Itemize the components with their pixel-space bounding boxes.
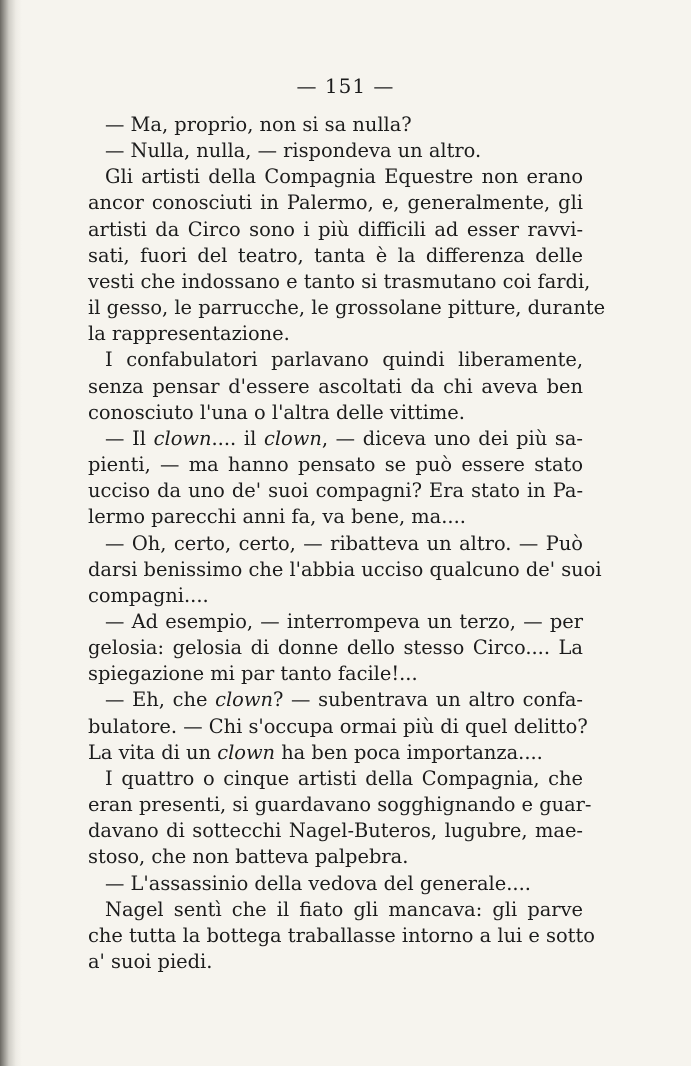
text-line: I quattro o cinque artisti della Compagnia, che (105, 766, 583, 790)
text-line: a' suoi piedi. (88, 950, 213, 973)
italic-word: clown (217, 740, 276, 764)
text-line: eran presenti, si guardavano sogghignando e guar- (88, 793, 592, 817)
text-line: Gli artisti della Compagnia Equestre non erano (105, 165, 583, 189)
body-text (88, 112, 606, 975)
text-line: conosciuto l'una o l'altra delle vittime. (88, 400, 465, 424)
italic-word: clown (215, 688, 273, 712)
text-line: artisti da Circo sono i più difficili ad esser ravvi- (88, 217, 583, 241)
text-line: darsi benissimo che l'abbia ucciso qualcuno de' suoi (88, 557, 602, 581)
text-line: compagni.... (88, 583, 209, 607)
text-line: che tutta la bottega traballasse intorno a lui e sotto (88, 923, 595, 947)
text-line: — Nulla, nulla, — rispondeva un altro. (105, 139, 482, 163)
text-line: lermo parecchi anni fa, va bene, ma.... (88, 505, 466, 529)
text-line: I confabulatori parlavano quindi liberamente, (105, 348, 583, 372)
text-line: — Ad esempio, — interrompeva un terzo, — per (105, 609, 583, 633)
text-line: ucciso da uno de' suoi compagni? Era stato in Pa- (88, 479, 583, 503)
text-line: sati, fuori del teatro, tanta è la differenza delle (88, 243, 583, 267)
text-line: gelosia: gelosia di donne dello stesso Circo.... La (88, 636, 583, 660)
text-line: — L'assassinio della vedova del generale.... (105, 871, 531, 895)
text-line: bulatore. — Chi s'occupa ormai più di quel delitto? (88, 714, 588, 738)
text-line: il gesso, le parrucche, le grossolane pitture, durante (88, 296, 606, 320)
text-line: — Eh, che clown? — subentrava un altro confa- (105, 688, 583, 712)
text-line: la rappresentazione. (88, 322, 290, 346)
text-line: vesti che indossano e tanto si trasmutano coi fardi, (88, 269, 591, 293)
text-line: — Ma, proprio, non si sa nulla? (105, 113, 412, 136)
text-line: — Il clown.... il clown, — diceva uno dei più sa- (105, 426, 583, 450)
page-binding-edge (0, 0, 22, 1066)
text-line: Nagel sentì che il fiato gli mancava: gli parve (105, 897, 583, 921)
text-line: — Oh, certo, certo, — ribatteva un altro. — Può (105, 531, 583, 555)
text-line: pienti, — ma hanno pensato se può essere stato (88, 453, 583, 477)
text-line: stoso, che non batteva palpebra. (88, 845, 409, 869)
text-line: spiegazione mi par tanto facile!... (88, 662, 418, 686)
text-line: ancor conosciuti in Palermo, e, generalmente, gli (88, 191, 583, 215)
text-line: senza pensar d'essere ascoltati da chi aveva ben (88, 374, 583, 398)
italic-word: clown (153, 426, 212, 450)
text-line: davano di sottecchi Nagel-Buteros, lugubre, mae- (88, 819, 583, 843)
page-number: — 151 — (296, 74, 395, 98)
text-line: La vita di un clown ha ben poca importanza.... (88, 740, 543, 764)
italic-word: clown (263, 426, 322, 450)
